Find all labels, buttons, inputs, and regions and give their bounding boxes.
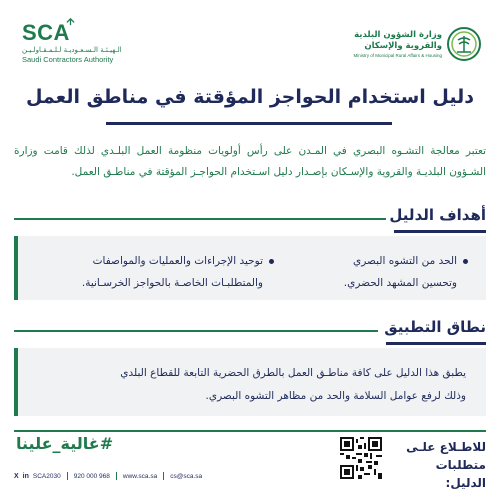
contact-bar — [14, 472, 202, 480]
roof-icon — [66, 17, 75, 26]
email-link[interactable]: cs@sca.sa — [170, 472, 203, 480]
sca-english-name: Saudi Contractors Authority — [22, 55, 114, 64]
bullet-icon — [463, 259, 468, 264]
x-social-icon[interactable]: X — [14, 472, 19, 480]
ministry-name — [346, 30, 442, 58]
sca-arabic-name: الـهيـئـة الـسـعـوديـة لـلـمـقـاولـيـن — [22, 46, 122, 54]
qr-label — [396, 438, 486, 492]
header — [0, 0, 500, 78]
bullet-icon — [269, 259, 274, 264]
scope-heading-line — [14, 330, 378, 332]
scope-section-header — [14, 318, 486, 344]
divider — [116, 472, 117, 480]
ministry-english-name: Ministry of Municipal Rural Affairs & Housing — [353, 53, 442, 58]
goal-visual-line2: وتحسين المشهد الحضري. — [343, 277, 457, 289]
divider — [67, 472, 68, 480]
sca-logo — [22, 22, 142, 70]
goal-standards-line2: والمتطلبـات الخاصـة بالحواجز الخرسـانية. — [81, 277, 263, 289]
scope-line1: يطبق هذا الدليل على كافة مناطـق العمل بالطرق الحضرية التابعة للقطاع البلدي — [120, 367, 466, 379]
sca-wordmark: SCA — [22, 20, 70, 45]
goal-standards-line1: توحيد الإجراءات والعمليات والمواصفات — [92, 255, 263, 267]
page-title: دليل استخدام الحواجز المؤقتة في مناطق العمل — [25, 86, 475, 108]
scope-heading: نطاق التطبيق — [384, 318, 486, 336]
scope-line2: وذلك لرفع عوامل السلامة والحد من مظاهر التشوه البصري. — [205, 390, 466, 402]
social-handle[interactable]: SCA2030 — [32, 472, 61, 480]
goal-visual-line1: الحد من التشوه البصري — [352, 255, 457, 267]
phone-number[interactable]: 920 000 968 — [73, 472, 110, 480]
goals-heading: أهداف الدليل — [389, 206, 486, 224]
footer-divider — [14, 430, 486, 432]
scope-heading-bar — [386, 342, 486, 345]
hashtag: #غالية_علينا — [16, 434, 114, 453]
ministry-name-line2: والقروية والإسكان — [364, 41, 442, 51]
goals-heading-line — [14, 218, 386, 220]
goal-item-visual — [308, 250, 468, 294]
scope-panel — [14, 348, 486, 416]
qr-label-line2: متطلبات الدليل: — [435, 458, 486, 490]
title-underline — [106, 122, 392, 125]
goals-heading-bar — [394, 230, 486, 233]
qr-label-line1: للاطـلاع علـى — [406, 440, 486, 454]
goals-panel — [14, 236, 486, 300]
ministry-name-line1: وزارة الشؤون البلدية — [354, 30, 442, 40]
divider — [163, 472, 164, 480]
ministry-logo — [322, 22, 482, 70]
scope-paragraph — [26, 362, 466, 408]
palm-emblem-icon — [446, 26, 482, 62]
intro-paragraph: تعتبر معالجة التشـوه البصري في المـدن على رأس أولويات منظومة العمل البلـدي لذلك قامت وزارة الشـؤون البلديـة والقروية والإسـكان بإصـدار دليل اسـتخدام الحواجـز المؤقتة في مناطـق العمل. — [14, 145, 486, 178]
qr-code-icon[interactable] — [340, 437, 382, 479]
goals-section-header — [14, 206, 486, 232]
linkedin-icon[interactable]: in — [22, 472, 29, 480]
goal-item-standards — [34, 250, 274, 294]
website-link[interactable]: www.sca.sa — [122, 472, 158, 480]
